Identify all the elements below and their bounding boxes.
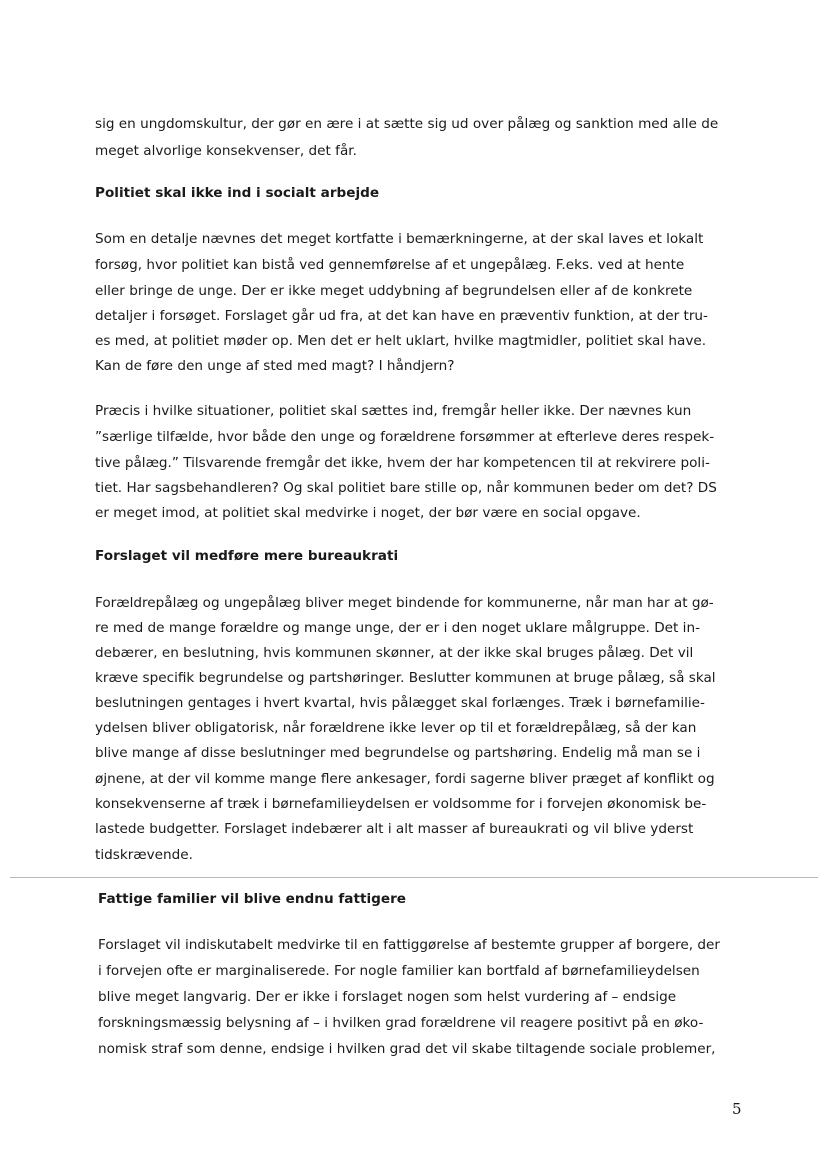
body-text-line: i forvejen ofte er marginaliserede. For nogle familier kan bortfald af børnefamilieydelsen	[98, 963, 700, 979]
body-text-line: blive mange af disse beslutninger med begrundelse og partshøring. Endelig må man se i	[95, 745, 701, 761]
page-number: 5	[732, 1100, 742, 1118]
body-text-line: blive meget langvarig. Der er ikke i forslaget nogen som helst vurdering af – endsige	[98, 989, 677, 1005]
body-text-line: lastede budgetter. Forslaget indebærer alt i alt masser af bureaukrati og vil blive yderst	[95, 821, 694, 837]
body-text-line: Præcis i hvilke situationer, politiet skal sættes ind, fremgår heller ikke. Der nævnes kun	[95, 403, 692, 419]
body-text-line: øjnene, at der vil komme mange flere ankesager, fordi sagerne bliver præget af konflikt og	[95, 771, 715, 787]
body-text-line: re med de mange forældre og mange unge, der er i den noget uklare målgruppe. Det in-	[95, 620, 700, 636]
section-heading: Fattige familier vil blive endnu fattigere	[98, 891, 406, 907]
body-text-line: tive pålæg.” Tilsvarende fremgår det ikke, hvem der har kompetencen til at rekvirere poli-	[95, 455, 710, 471]
body-text-line: forsøg, hvor politiet kan bistå ved gennemførelse af et ungepålæg. F.eks. ved at hente	[95, 257, 685, 273]
body-text-line: nomisk straf som denne, endsige i hvilken grad det vil skabe tiltagende sociale problemer,	[98, 1041, 716, 1057]
body-text-line: tidskrævende.	[95, 847, 193, 863]
section-heading: Forslaget vil medføre mere bureaukrati	[95, 548, 399, 564]
section-heading: Politiet skal ikke ind i socialt arbejde	[95, 185, 380, 201]
body-text-line: debærer, en beslutning, hvis kommunen skønner, at der ikke skal bruges pålæg. Det vil	[95, 645, 694, 661]
body-text-line: detaljer i forsøget. Forslaget går ud fra, at det kan have en præventiv funktion, at der tru-	[95, 308, 708, 324]
body-text-line: er meget imod, at politiet skal medvirke i noget, der bør være en social opgave.	[95, 505, 641, 521]
body-text-line: Kan de føre den unge af sted med magt? I håndjern?	[95, 358, 455, 374]
body-text-line: kræve specifik begrundelse og partshøringer. Beslutter kommunen at bruge pålæg, så skal	[95, 670, 716, 686]
body-text-line: beslutningen gentages i hvert kvartal, hvis pålægget skal forlænges. Træk i børnefamilie-	[95, 695, 705, 711]
body-text-line: ydelsen bliver obligatorisk, når forældrene ikke lever op til et forældrepålæg, så der kan	[95, 720, 697, 736]
body-text-line: meget alvorlige konsekvenser, det får.	[95, 143, 357, 159]
body-text-line: eller bringe de unge. Der er ikke meget uddybning af begrundelsen eller af de konkrete	[95, 283, 693, 299]
body-text-line: Forslaget vil indiskutabelt medvirke til en fattiggørelse af bestemte grupper af borgere, der	[98, 937, 720, 953]
body-text-line: tiet. Har sagsbehandleren? Og skal politiet bare stille op, når kommunen beder om det? DS	[95, 480, 717, 496]
body-text-line: konsekvenserne af træk i børnefamilieydelsen er voldsomme for i forvejen økonomisk be-	[95, 796, 707, 812]
body-text-line: Forældrepålæg og ungepålæg bliver meget bindende for kommunerne, når man har at gø-	[95, 595, 714, 611]
body-text-line: forskningsmæssig belysning af – i hvilken grad forældrene vil reagere positivt på en øko-	[98, 1015, 704, 1031]
body-text-line: Som en detalje nævnes det meget kortfatte i bemærkningerne, at der skal laves et lokalt	[95, 231, 704, 247]
body-text-line: sig en ungdomskultur, der gør en ære i at sætte sig ud over pålæg og sanktion med alle de	[95, 116, 719, 132]
body-text-line: es med, at politiet møder op. Men det er helt uklart, hvilke magtmidler, politiet skal have.	[95, 333, 707, 349]
divider	[10, 877, 818, 878]
body-text-line: ”særlige tilfælde, hvor både den unge og forældrene forsømmer at efterleve deres respek-	[95, 429, 715, 445]
